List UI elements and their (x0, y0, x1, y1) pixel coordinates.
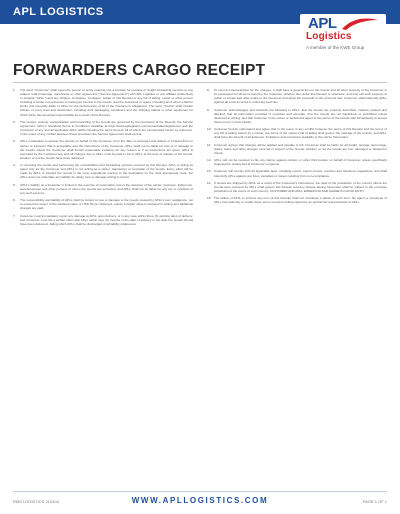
logo-wordmark (300, 14, 386, 44)
clause-number: 5. (13, 182, 16, 187)
terms-clause (13, 163, 193, 179)
clause-number: 11. (207, 142, 212, 147)
clause-text: Customer must immediately report any damage to APLL upon delivery, or in any case within three (3) working days of delivery, and Customer must file a written claim with APLL within nine (9) months of the date of delivery or the date the Goods should have been delivered, failing which APLL shall be discharged of all liability whatsoever. (20, 213, 193, 226)
clause-text: APLL undertakes to answer the Goods on behalf of the Customer, from the date so arranged and deliver or forward them in carrier or transport that is acceptable and the instructions of the Customer. APLL shall not be liable for loss of or damage to the Goods unless the Customer shall furnish reasonable evidence for any reason or if no instructions are given, APLL is permitted by the Customer any and all charges due to APLL must be paid in full to APLL at the time of release of the Goods, whether or not the Goods have been delivered. (20, 139, 193, 160)
clause-text: Customer agrees that charges will be applied and payable in full. Customer shall be liable for all freight, storage, demurrage, duties, taxes and other charges incurred in respect of the Goods, whether or not the Goods are lost, damaged or delayed in transit. (214, 142, 387, 155)
terms-column-right (207, 88, 387, 208)
terms-clause (207, 169, 387, 177)
clause-text: The word "Customer" shall mean the person or entity entering into a contract for carriage or freight forwarding services to any related, total brokerage, warehouse or other agreement ("Service Agreement") with APL Logistics or any affiliate (collectively or singular "APLL") and any shipper, consignee, consignor, holder of this Receipt or any bill of lading, owner or other person including a holder in possession or having an interest in the Goods, and the successor or agent, including all of whom shall be jointly and severally liable to APLL for the performance of all of the Customer's obligations. The word "Goods" shall include articles of every kind and description, including their packaging, containers and the shipping pallets or other equipment for which APLL has accepted responsibility as a result of this Receipt. (20, 88, 193, 117)
clause-text: APLL's liability as a forwarder is limited to the exercise of reasonable care in the selection of the carrier, truckmen, lightermen, warehousemen and other persons to whom the Goods are entrusted, and APLL shall not be liable for any act or omission of any such persons. (20, 182, 193, 195)
footer-document-code: RMS LOGISTICS 210404 (13, 499, 59, 504)
clause-text: If Goods are shipped by APLL as a result of the Customer's instructions, the laws of the jurisdiction of the country where the Goods were received by APLL shall govern this Receipt and any dispute arising hereunder shall be subject to the exclusive jurisdiction of the courts of such country. CUSTOMER AND APLL ENDEAVOR AND AGREE IN GOOD FAITH. (214, 180, 387, 193)
clause-number: 2. (13, 119, 16, 124)
terms-clause (207, 88, 387, 104)
clause-number: 9. (207, 107, 210, 112)
terms-clause (207, 181, 387, 193)
clause-number: 8. (207, 88, 210, 92)
terms-clause (13, 139, 193, 159)
clause-text: Customer will comply with all applicable laws, including import, export control, customs and sanctions regulations, and shall indemnify APLL against any fines, penalties or losses resulting from non-compliance. (214, 169, 387, 178)
footer-website-link[interactable]: WWW.APLLOGISTICS.COM (131, 496, 269, 505)
footer-page-number: PAGE 1 OF 1 (362, 499, 387, 504)
clause-text: The receipt, custody, transportation and forwarding of the Goods are governed by the provisions of the Receipt, the Service Agreement, APLL's Standard Terms & Conditions available at https://www.apllogistics.com/content/dam/legal/terms and the provisions of any and all applicable APLL tariffs including the terms thereof, all of which are incorporated herein by reference. In the event of any conflict between these provisions the Service Agreement shall control. (20, 119, 193, 137)
terms-column-left (13, 88, 193, 229)
clause-number: 14. (207, 180, 212, 185)
logo-apl-text: APL (308, 15, 337, 32)
terms-clause (207, 143, 387, 155)
clause-text: Customer acknowledges and warrants the following to APLL: that the Goods are properly described, marked, packed and labelled; that all information provided is complete and accurate; that the Goods are not hazardous or prohibited unless disclosed in writing; and that Customer is the owner or authorized agent of the owner of the Goods with full authority to accept these terms on their behalf. (214, 107, 387, 124)
clause-number: 10. (207, 127, 212, 132)
clause-number: 15. (207, 196, 212, 201)
clause-text: Customer hereby understand and agree that in the event of any conflict between the terms of this Receipt and the terms of any bill of lading issued by a carrier, the terms of the carrier's bill of lading shall govern the carriage of the Goods, and APLL shall have the benefit of all defenses, limitations and exclusions available to the carrier thereunder. (214, 127, 387, 140)
logo-tagline: A member of the KWE Group (306, 45, 365, 50)
clause-text: The failure of APLL to enforce any term of this Receipt shall not constitute a waiver of such term. No agent or employee of APLL has authority to modify these terms except in writing signed by an authorized representative of APLL. (214, 196, 387, 205)
terms-clause (13, 198, 193, 210)
logo-logistics-text: Logistics (306, 31, 352, 42)
terms-clause (13, 120, 193, 136)
clause-number: 6. (13, 198, 16, 203)
clause-number: 13. (207, 169, 212, 174)
clause-number: 1. (13, 88, 16, 92)
clause-text: APLL will not be required to file any claims against carriers or other third parties on behalf of Customer unless specifically requested in writing and at Customer's expense. (214, 158, 387, 167)
logo-swoosh-icon (340, 16, 380, 32)
apl-logistics-logo (300, 14, 386, 54)
footer-divider (13, 491, 387, 492)
clause-text: To secure a lien/retention for the charges, it shall have a general lien on the Goods and all other property of the Customer in its possession for all sums owed by the Customer, whether due under this Receipt or otherwise, and may sell such property at public or private sale after notice to the Customer and apply the proceeds to the amounts due. Customer shall indemnify APLL against all costs incurred in enforcing such lien. (214, 88, 387, 105)
terms-clause (13, 214, 193, 226)
title-divider (13, 82, 387, 83)
clause-number: 12. (207, 158, 212, 163)
terms-clause (13, 88, 193, 117)
clause-number: 3. (13, 139, 16, 144)
clause-text: In receiving the Goods and performing the consolidation and forwarding services covered by this Receipt, APLL is acting as agent only for the Customer and APLL is not acting as a carrier, transporter or custodian of the Goods. Every effort will be made by APLL to forward the Goods in the most expeditious manner to the destination by the most appropriate route, but APLL does not undertake any liability for delay, loss or damage arising in transit. (20, 163, 193, 180)
terms-clause (207, 108, 387, 124)
terms-clause (207, 158, 387, 166)
clause-text: The responsibility and liability of APLL shall be limited to loss or damage to the Goods caused by APLL's own negligence, not to exceed the lesser of the declared value or USD 50 per shipment, unless a higher value is declared in writing and additional charges are paid. (20, 198, 193, 211)
terms-clause (13, 183, 193, 195)
clause-number: 4. (13, 163, 16, 168)
terms-clause (207, 127, 387, 139)
terms-columns (13, 88, 387, 486)
brand-title: APL LOGISTICS (13, 6, 104, 18)
terms-clause (207, 196, 387, 204)
clause-number: 7. (13, 213, 16, 218)
document-title: FORWARDERS CARGO RECEIPT (13, 62, 266, 79)
